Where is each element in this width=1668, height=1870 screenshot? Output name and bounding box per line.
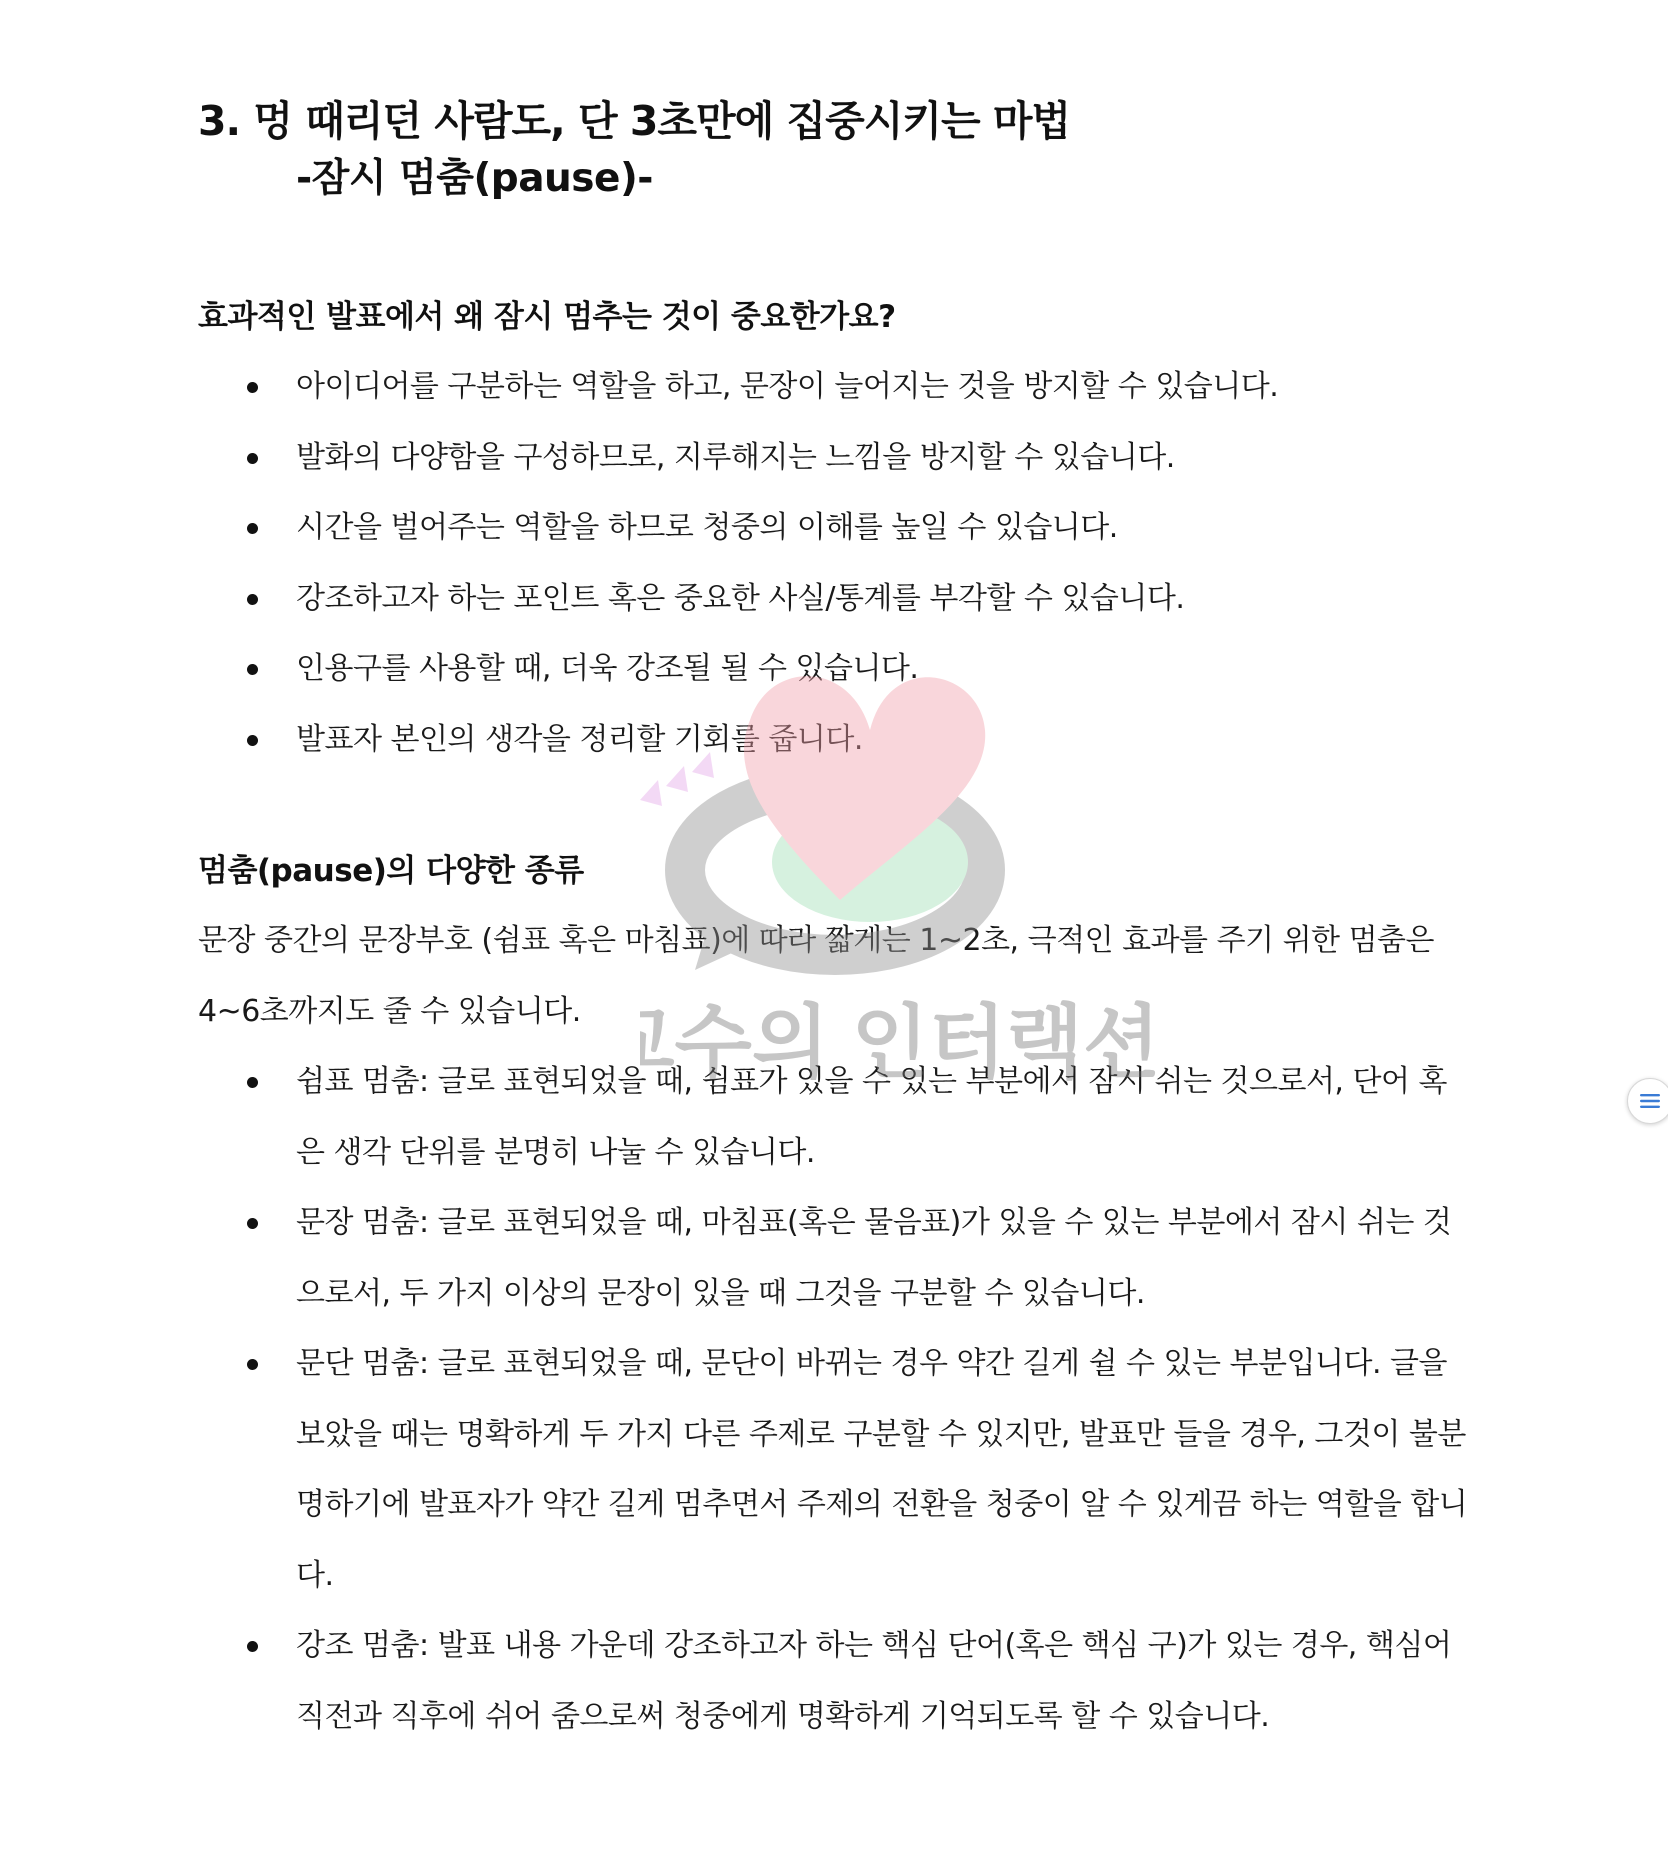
list-item: 쉼표 멈춤: 글로 표현되었을 때, 쉼표가 있을 수 있는 부분에서 잠시 쉬는 것으로서, 단어 혹은 생각 단위를 분명히 나눌 수 있습니다. — [198, 1047, 1468, 1188]
document — [198, 92, 1468, 1752]
bullet-icon — [247, 382, 258, 393]
watermark-text: 수의 인터랙션 — [674, 998, 1161, 1087]
list-item: 문단 멈춤: 글로 표현되었을 때, 문단이 바뀌는 경우 약간 길게 쉴 수 있는 부분입니다. 글을 보았을 때는 명확하게 두 가지 다른 주제로 구분할 수 있지만, 발표만 들을 경우, 그것이 불분명하기에 발표자가 약간 길게 멈추면서 주제의 전환을 청중이 알 수 있게끔 하는 역할을 합니다. — [198, 1329, 1468, 1611]
list-item: 발표자 본인의 생각을 정리할 기회를 줍니다. — [198, 705, 1468, 776]
list-item: 인용구를 사용할 때, 더욱 강조될 될 수 있습니다. — [198, 634, 1468, 705]
list-item: 강조하고자 하는 포인트 혹은 중요한 사실/통계를 부각할 수 있습니다. — [198, 564, 1468, 635]
importance-list — [198, 352, 1468, 775]
bullet-icon — [247, 1641, 258, 1652]
bullet-icon — [247, 453, 258, 464]
list-item: 발화의 다양함을 구성하므로, 지루해지는 느낌을 방지할 수 있습니다. — [198, 423, 1468, 494]
menu-lines-icon — [1639, 1091, 1661, 1111]
section-heading-importance: 효과적인 발표에서 왜 잠시 멈추는 것이 중요한가요? — [198, 299, 896, 335]
page-subtitle: -잠시 멈춤(pause)- — [296, 156, 653, 201]
bullet-icon — [247, 1077, 258, 1088]
bullet-icon — [247, 594, 258, 605]
section-heading-types: 멈춤(pause)의 다양한 종류 — [198, 853, 584, 889]
types-intro-paragraph: 문장 중간의 문장부호 (쉼표 혹은 마침표)에 따라 짧게는 1~2초, 극적인 효과를 주기 위한 멈춤은 4~6초까지도 줄 수 있습니다. — [198, 923, 1435, 1029]
bullet-icon — [247, 523, 258, 534]
bullet-icon — [247, 1218, 258, 1229]
list-item: 시간을 벌어주는 역할을 하므로 청중의 이해를 높일 수 있습니다. — [198, 493, 1468, 564]
list-item: 문장 멈춤: 글로 표현되었을 때, 마침표(혹은 물음표)가 있을 수 있는 부분에서 잠시 쉬는 것으로서, 두 가지 이상의 문장이 있을 때 그것을 구분할 수 있습니다. — [198, 1188, 1468, 1329]
list-item: 아이디어를 구분하는 역할을 하고, 문장이 늘어지는 것을 방지할 수 있습니다. — [198, 352, 1468, 423]
pause-types-list — [198, 1047, 1468, 1752]
bullet-icon — [247, 664, 258, 675]
bullet-icon — [247, 1359, 258, 1370]
bullet-icon — [247, 735, 258, 746]
side-menu-button[interactable] — [1627, 1078, 1668, 1124]
page-title: 3. 멍 때리던 사람도, 단 3초만에 집중시키는 마법 — [198, 97, 1071, 145]
list-item: 강조 멈춤: 발표 내용 가운데 강조하고자 하는 핵심 단어(혹은 핵심 구)가 있는 경우, 핵심어 직전과 직후에 쉬어 줌으로써 청중에게 명확하게 기억되도록 할 수 있습니다. — [198, 1611, 1468, 1752]
